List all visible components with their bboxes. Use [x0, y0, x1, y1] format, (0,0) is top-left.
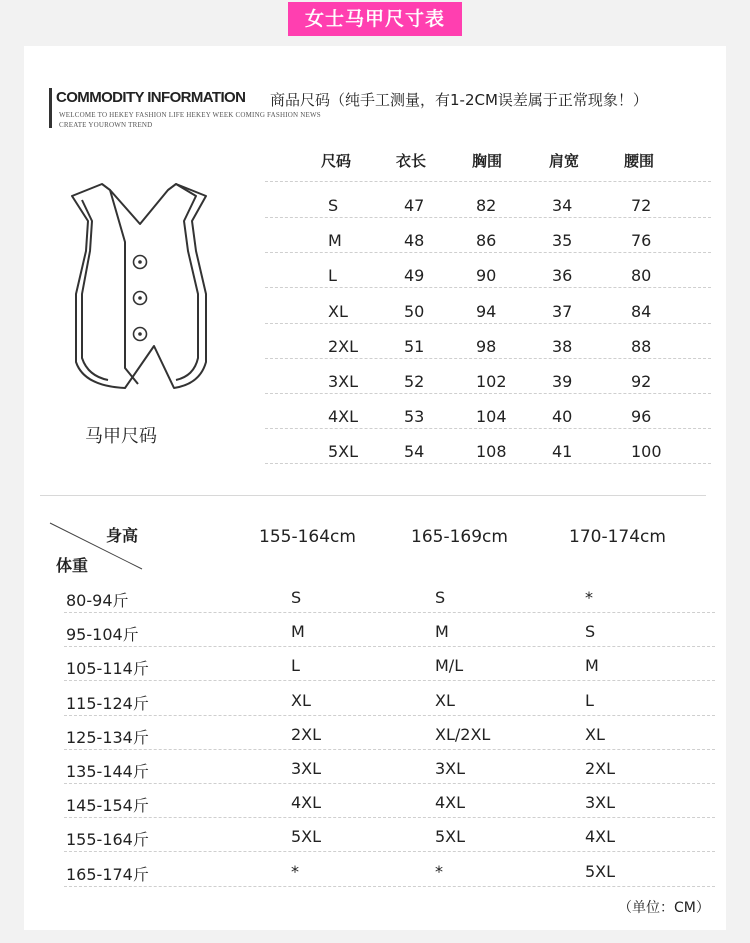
size-col-length: 衣长 [396, 152, 427, 170]
header-accent-bar [49, 88, 52, 128]
size-cell-size: S [328, 196, 339, 215]
fit-cell-size: 5XL [585, 861, 616, 881]
fit-cell-weight: 80-94斤 [66, 591, 129, 610]
size-cell-chest: 90 [476, 266, 497, 286]
fit-cell-size: XL [585, 724, 605, 744]
fit-cell-size: 3XL [291, 759, 322, 778]
fit-cell-size: 4XL [585, 827, 616, 847]
size-cell-chest: 104 [476, 407, 507, 427]
fit-cell-size: 5XL [435, 827, 466, 847]
fit-cell-size: * [435, 861, 443, 881]
fit-col-2: 165-169cm [411, 527, 508, 547]
fit-cell-size: 4XL [435, 793, 466, 813]
fit-cell-size: 4XL [291, 793, 322, 813]
header-subtitle-2: CREATE YOUROWN TREND [59, 121, 153, 129]
fit-cell-weight: 145-154斤 [66, 796, 149, 816]
fit-corner-height: 身高 [106, 526, 139, 545]
size-cell-length: 53 [404, 407, 425, 427]
row-separator [265, 428, 711, 429]
row-separator [64, 680, 715, 681]
fit-cell-size: M [585, 656, 599, 676]
fit-table-row [0, 821, 750, 855]
size-col-waist: 腰围 [624, 152, 655, 170]
fit-cell-size: * [585, 588, 593, 607]
fit-cell-size: * [291, 861, 299, 881]
size-cell-shoulder: 39 [552, 372, 573, 391]
size-cell-waist: 72 [631, 196, 652, 215]
row-separator [265, 252, 711, 253]
fit-cell-size: 2XL [291, 724, 322, 744]
fit-cell-size: 3XL [435, 759, 466, 778]
row-separator [64, 851, 715, 852]
fit-cell-size: XL [291, 690, 311, 710]
size-cell-size: M [328, 231, 342, 251]
size-cell-shoulder: 40 [552, 407, 573, 427]
fit-col-1: 155-164cm [259, 527, 356, 547]
size-cell-size: L [328, 266, 337, 286]
fit-cell-weight: 155-164斤 [66, 830, 149, 850]
section-divider [40, 495, 706, 496]
size-col-chest: 胸围 [472, 152, 503, 170]
size-cell-waist: 88 [631, 336, 652, 356]
size-cell-waist: 80 [631, 266, 652, 286]
fit-table-row [0, 685, 750, 719]
size-cell-size: XL [328, 301, 348, 321]
size-cell-waist: 84 [631, 301, 652, 321]
size-cell-length: 49 [404, 266, 425, 286]
size-cell-length: 51 [404, 336, 425, 356]
fit-cell-size: L [291, 656, 300, 676]
row-separator [64, 715, 715, 716]
fit-cell-weight: 105-114斤 [66, 659, 149, 679]
row-separator [64, 886, 715, 887]
row-separator [265, 463, 711, 464]
fit-table-row [0, 650, 750, 684]
fit-cell-size: M/L [435, 656, 464, 676]
fit-cell-size: S [585, 622, 596, 642]
row-separator [64, 612, 715, 613]
fit-table-row [0, 856, 750, 890]
fit-cell-size: 5XL [291, 827, 322, 847]
size-cell-length: 47 [404, 196, 425, 215]
vest-label: 马甲尺码 [85, 426, 157, 447]
fit-cell-size: 2XL [585, 759, 616, 778]
size-cell-chest: 86 [476, 231, 497, 251]
row-separator [265, 358, 711, 359]
fit-cell-size: 3XL [585, 793, 616, 813]
row-separator [265, 393, 711, 394]
size-cell-length: 50 [404, 301, 425, 321]
size-cell-chest: 108 [476, 442, 507, 462]
size-cell-chest: 94 [476, 301, 497, 321]
fit-col-3: 170-174cm [569, 527, 666, 547]
row-separator [265, 287, 711, 288]
size-cell-size: 5XL [328, 442, 359, 462]
size-cell-chest: 82 [476, 196, 497, 215]
size-cell-waist: 100 [631, 442, 662, 462]
row-separator [64, 749, 715, 750]
size-col-size: 尺码 [321, 152, 352, 170]
fit-cell-weight: 125-134斤 [66, 727, 149, 747]
size-cell-chest: 98 [476, 336, 497, 356]
fit-cell-size: S [291, 588, 302, 607]
fit-cell-weight: 115-124斤 [66, 693, 149, 713]
header-title-en: COMMODITY INFORMATION [56, 89, 246, 106]
size-cell-chest: 102 [476, 372, 507, 391]
fit-table-row [0, 787, 750, 821]
size-cell-waist: 96 [631, 407, 652, 427]
fit-corner-weight: 体重 [56, 556, 89, 575]
size-cell-shoulder: 35 [552, 231, 573, 251]
size-cell-shoulder: 34 [552, 196, 573, 215]
size-cell-shoulder: 37 [552, 301, 573, 321]
size-cell-shoulder: 41 [552, 442, 573, 462]
fit-cell-weight: 165-174斤 [66, 864, 149, 884]
fit-table-row [0, 616, 750, 650]
header-title-cn: 商品尺码（纯手工测量，有1-2CM误差属于正常现象！） [270, 91, 648, 109]
fit-cell-size: S [435, 588, 446, 607]
size-cell-size: 3XL [328, 372, 359, 391]
size-cell-waist: 92 [631, 372, 652, 391]
size-cell-size: 4XL [328, 407, 359, 427]
row-separator [64, 646, 715, 647]
size-cell-shoulder: 36 [552, 266, 573, 286]
fit-table-row [0, 582, 750, 616]
unit-note: （单位：CM） [618, 900, 710, 916]
fit-cell-size: M [435, 622, 449, 642]
size-cell-waist: 76 [631, 231, 652, 251]
row-separator [64, 817, 715, 818]
size-cell-length: 48 [404, 231, 425, 251]
row-separator [265, 217, 711, 218]
row-separator [64, 783, 715, 784]
fit-cell-size: L [585, 690, 594, 710]
size-cell-length: 52 [404, 372, 425, 391]
fit-table-row [0, 719, 750, 753]
fit-cell-weight: 95-104斤 [66, 625, 139, 645]
size-cell-shoulder: 38 [552, 336, 573, 356]
size-cell-size: 2XL [328, 336, 359, 356]
row-separator [265, 323, 711, 324]
row-separator [265, 181, 711, 182]
fit-cell-size: XL/2XL [435, 724, 491, 744]
page-banner: 女士马甲尺寸表 [288, 2, 462, 36]
size-cell-length: 54 [404, 442, 425, 462]
size-col-shoulder: 肩宽 [549, 152, 580, 170]
header-subtitle-1: WELCOME TO HEKEY FASHION LIFE HEKEY WEEK COMING FASHION NEWS [59, 111, 321, 119]
fit-cell-size: M [291, 622, 305, 642]
fit-cell-size: XL [435, 690, 455, 710]
fit-cell-weight: 135-144斤 [66, 762, 149, 781]
fit-table-row [0, 753, 750, 787]
